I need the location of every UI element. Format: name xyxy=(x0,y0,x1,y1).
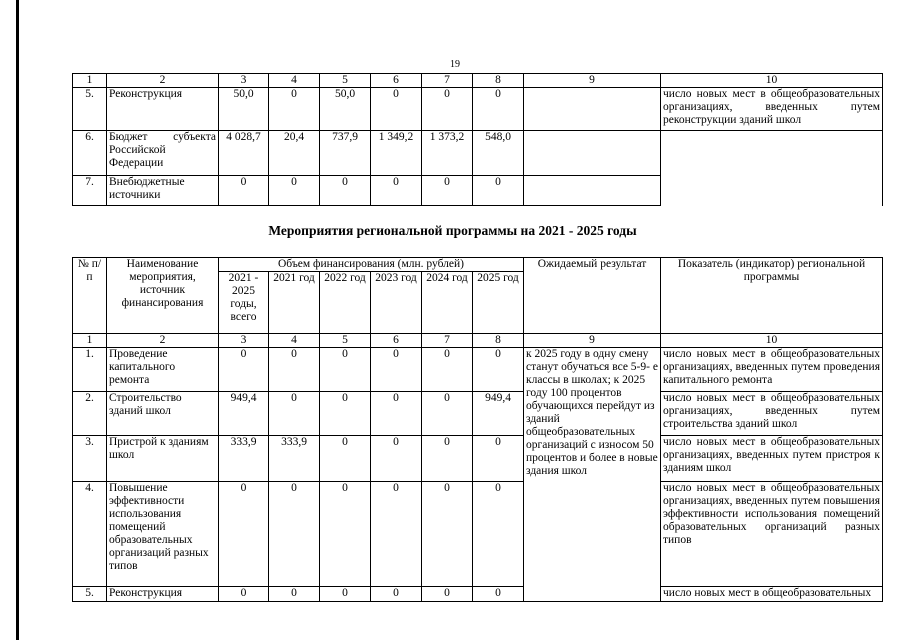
value-cell: 0 xyxy=(422,482,473,587)
col-number: 5 xyxy=(320,334,371,348)
row-name: Пристрой к зданиям школ xyxy=(107,436,219,482)
indicator-cell: число новых мест в общеобразовательных организациях, введенных путем реконструкции зданий школ xyxy=(661,88,883,131)
value-cell: 0 xyxy=(320,482,371,587)
value-cell: 50,0 xyxy=(320,88,371,131)
value-cell: 0 xyxy=(422,436,473,482)
expected-result-cell: к 2025 году в одну смену станут обучаться все 5-9- е классы в школах; к 2025 году 100 процентов обучающихся перейдут из зданий общеобразовательных организаций с износом 50 процентов и более в новые здания школ xyxy=(524,348,661,602)
indicator-cell: число новых мест в общеобразовательных xyxy=(661,587,883,602)
row-number: 1. xyxy=(73,348,107,392)
col-number: 4 xyxy=(269,74,320,88)
value-cell: 20,4 xyxy=(269,131,320,176)
indicator-cell: число новых мест в общеобразовательных организациях, введенных путем строительства зданий школ xyxy=(661,392,883,436)
continuation-table xyxy=(72,73,883,206)
value-cell: 0 xyxy=(371,176,422,206)
value-cell: 0 xyxy=(371,392,422,436)
header-name: Наименование мероприятия, источник финансирования xyxy=(107,258,219,334)
col-number: 2 xyxy=(107,334,219,348)
value-cell: 333,9 xyxy=(269,436,320,482)
scan-edge-bar xyxy=(16,0,19,640)
result-cell xyxy=(524,131,661,176)
indicator-cell: число новых мест в общеобразовательных организациях, введенных путем пристроя к зданиям школ xyxy=(661,436,883,482)
col-number: 5 xyxy=(320,74,371,88)
value-cell: 0 xyxy=(219,348,269,392)
table-row xyxy=(73,348,883,392)
row-name: Повышение эффективности использования помещений образовательных организаций разных типов xyxy=(107,482,219,587)
value-cell: 0 xyxy=(269,176,320,206)
header-year: 2021 год xyxy=(269,272,320,334)
table-row xyxy=(73,88,883,131)
value-cell: 333,9 xyxy=(219,436,269,482)
value-cell: 4 028,7 xyxy=(219,131,269,176)
value-cell: 0 xyxy=(320,176,371,206)
value-cell: 0 xyxy=(269,348,320,392)
value-cell: 0 xyxy=(320,436,371,482)
header-year: 2023 год xyxy=(371,272,422,334)
value-cell: 737,9 xyxy=(320,131,371,176)
header-year: 2025 год xyxy=(473,272,524,334)
value-cell: 0 xyxy=(269,88,320,131)
header-row xyxy=(73,258,883,272)
value-cell: 0 xyxy=(422,176,473,206)
value-cell: 0 xyxy=(269,587,320,602)
col-number: 7 xyxy=(422,334,473,348)
value-cell: 0 xyxy=(422,392,473,436)
col-number: 1 xyxy=(73,74,107,88)
value-cell: 0 xyxy=(320,348,371,392)
col-number: 8 xyxy=(473,334,524,348)
header-num: № п/п xyxy=(73,258,107,334)
value-cell: 0 xyxy=(473,176,524,206)
header-result: Ожидаемый результат xyxy=(524,258,661,334)
row-number: 7. xyxy=(73,176,107,206)
col-number: 1 xyxy=(73,334,107,348)
header-year: 2021 - 2025 годы, всего xyxy=(219,272,269,334)
row-number: 5. xyxy=(73,587,107,602)
value-cell: 949,4 xyxy=(473,392,524,436)
row-name: Реконструкция xyxy=(107,587,219,602)
col-number: 10 xyxy=(661,334,883,348)
value-cell: 50,0 xyxy=(219,88,269,131)
value-cell: 0 xyxy=(473,348,524,392)
result-cell xyxy=(524,88,661,131)
value-cell: 1 373,2 xyxy=(422,131,473,176)
page-number: 19 xyxy=(450,59,460,70)
value-cell: 0 xyxy=(320,392,371,436)
indicator-cell xyxy=(661,131,883,206)
table-row xyxy=(73,587,883,602)
value-cell: 0 xyxy=(473,587,524,602)
value-cell: 0 xyxy=(371,436,422,482)
row-number: 2. xyxy=(73,392,107,436)
column-number-row xyxy=(73,334,883,348)
header-year: 2022 год xyxy=(320,272,371,334)
table-row xyxy=(73,436,883,482)
row-number: 4. xyxy=(73,482,107,587)
value-cell: 0 xyxy=(371,482,422,587)
row-name: Внебюджетные источники xyxy=(107,176,219,206)
value-cell: 0 xyxy=(269,392,320,436)
col-number: 10 xyxy=(661,74,883,88)
header-year: 2024 год xyxy=(422,272,473,334)
column-number-row xyxy=(73,74,883,88)
indicator-cell: число новых мест в общеобразовательных организациях, введенных путем проведения капитального ремонта xyxy=(661,348,883,392)
row-name: Реконструкция xyxy=(107,88,219,131)
value-cell: 949,4 xyxy=(219,392,269,436)
table-row xyxy=(73,131,883,176)
col-number: 2 xyxy=(107,74,219,88)
table-row xyxy=(73,392,883,436)
header-funding: Объем финансирования (млн. рублей) xyxy=(219,258,524,272)
row-name: Строительство зданий школ xyxy=(107,392,219,436)
col-number: 8 xyxy=(473,74,524,88)
section-title: Мероприятия региональной программы на 2021 - 2025 годы xyxy=(268,223,637,238)
row-number: 3. xyxy=(73,436,107,482)
row-name: Проведение капитального ремонта xyxy=(107,348,219,392)
program-measures-table xyxy=(72,257,883,602)
value-cell: 0 xyxy=(371,348,422,392)
row-number: 6. xyxy=(73,131,107,176)
col-number: 6 xyxy=(371,74,422,88)
value-cell: 0 xyxy=(422,587,473,602)
value-cell: 0 xyxy=(371,587,422,602)
value-cell: 0 xyxy=(320,587,371,602)
value-cell: 0 xyxy=(219,176,269,206)
value-cell: 0 xyxy=(422,348,473,392)
row-number: 5. xyxy=(73,88,107,131)
value-cell: 0 xyxy=(219,587,269,602)
table-row xyxy=(73,482,883,587)
value-cell: 0 xyxy=(269,482,320,587)
col-number: 9 xyxy=(524,74,661,88)
row-name: Бюджет субъекта Российской Федерации xyxy=(107,131,219,176)
value-cell: 0 xyxy=(473,436,524,482)
value-cell: 0 xyxy=(473,482,524,587)
indicator-cell: число новых мест в общеобразовательных организациях, введенных путем повышения эффективности использования помещений образовательных организаций разных типов xyxy=(661,482,883,587)
col-number: 7 xyxy=(422,74,473,88)
col-number: 4 xyxy=(269,334,320,348)
value-cell: 0 xyxy=(371,88,422,131)
value-cell: 0 xyxy=(219,482,269,587)
result-cell xyxy=(524,176,661,206)
value-cell: 1 349,2 xyxy=(371,131,422,176)
col-number: 3 xyxy=(219,74,269,88)
col-number: 6 xyxy=(371,334,422,348)
col-number: 9 xyxy=(524,334,661,348)
value-cell: 0 xyxy=(473,88,524,131)
header-indicator: Показатель (индикатор) региональной программы xyxy=(661,258,883,334)
value-cell: 548,0 xyxy=(473,131,524,176)
col-number: 3 xyxy=(219,334,269,348)
value-cell: 0 xyxy=(422,88,473,131)
